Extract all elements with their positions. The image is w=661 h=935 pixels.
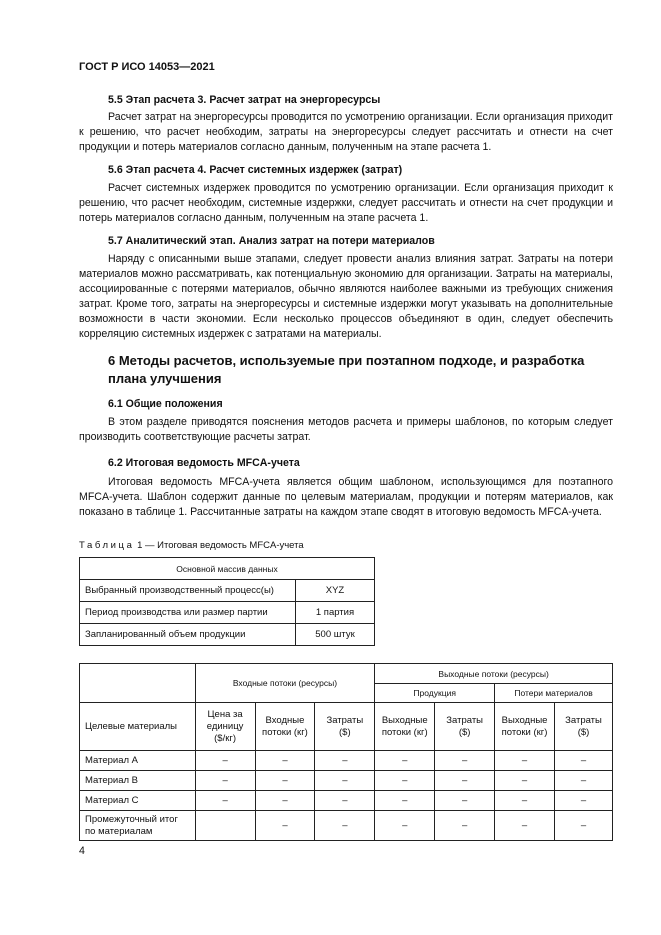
products-header: Продукция <box>375 684 495 703</box>
column-header: Выходные потоки (кг) <box>375 703 435 751</box>
row-value: XYZ <box>296 580 375 602</box>
inputs-group-header: Входные потоки (ресурсы) <box>195 664 375 703</box>
table-cell: – <box>255 791 315 811</box>
material-name: Материал C <box>80 791 196 811</box>
table-cell: – <box>495 771 555 791</box>
table-cell: – <box>255 751 315 771</box>
section-5-6-text: Расчет системных издержек проводится по усмотрению организации. Если организация приходит к решению, что расчет необходим, системные издержки, следует рассчитать и отнести на счет продукции и потерь материалов согласно данным, полученным на этапе расчета 1. <box>79 182 613 224</box>
column-header: Затраты ($) <box>555 703 613 751</box>
table-cell: – <box>435 751 495 771</box>
section-6-2-text: Итоговая ведомость MFCA-учета является общим шаблоном, использующимся для поэтапного MFCA-учета. Шаблон содержит данные по целевым материалам, продукции и потерям материалов, как показано в таблице 1. Рассчитанные затраты на каждом этапе сводят в итоговую ведомость MFCA-учета. <box>79 476 613 518</box>
table-cell: – <box>375 751 435 771</box>
table-cell: – <box>495 791 555 811</box>
column-header: Входные потоки (кг) <box>255 703 315 751</box>
column-header: Цена за единицу ($/кг) <box>195 703 255 751</box>
table-cell: – <box>495 811 555 841</box>
table-cell: – <box>195 771 255 791</box>
column-header: Затраты ($) <box>435 703 495 751</box>
row-label: Период производства или размер партии <box>80 602 296 624</box>
subtotal-label: Промежуточный итог по материалам <box>80 811 196 841</box>
row-label: Выбранный производственный процесс(ы) <box>80 580 296 602</box>
mfca-summary-table <box>79 663 613 841</box>
section-5-5-heading: 5.5 Этап расчета 3. Расчет затрат на энергоресурсы <box>108 94 381 106</box>
material-name: Материал B <box>80 771 196 791</box>
table-cell: – <box>435 791 495 811</box>
column-header: Затраты ($) <box>315 703 375 751</box>
document-header: ГОСТ Р ИСО 14053—2021 <box>79 61 215 73</box>
table-cell: – <box>555 791 613 811</box>
table-cell: – <box>315 811 375 841</box>
table-cell: – <box>375 771 435 791</box>
column-header: Целевые материалы <box>80 703 196 751</box>
row-label: Запланированный объем продукции <box>80 624 296 646</box>
table-cell: – <box>435 811 495 841</box>
table-row <box>80 811 613 841</box>
material-losses-header: Потери материалов <box>495 684 613 703</box>
table-row <box>80 624 375 646</box>
table-cell: – <box>255 771 315 791</box>
table-cell: – <box>255 811 315 841</box>
table-caption-word: Таблица <box>79 540 135 551</box>
table-row <box>80 703 613 751</box>
section-5-7-text: Наряду с описанными выше этапами, следует провести анализ влияния затрат. Затраты на потери материалов можно рассматривать, как потенциальную экономию для организации. Затраты на материалы, ассоциированные с потерями материалов, обычно являются наиболее важными из требующих снижения затрат. Кроме того, затраты на энергоресурсы и системные издержки могут указывать на дополнительные возможности в части экономии. Если несколько процессов объединяют в один, следует обеспечить корреляцию системных издержек с затратами на материалы. <box>79 253 613 340</box>
table-cell: – <box>315 751 375 771</box>
table-row <box>80 558 375 580</box>
section-5-5-text: Расчет затрат на энергоресурсы проводится по усмотрению организации. Если организация приходит к решению, что расчет необходим, затраты на энергоресурсы следует рассчитать и отнести на счет продукции и потерь материалов согласно данным, полученным на этапе расчета 1. <box>79 111 613 153</box>
table-cell: – <box>555 771 613 791</box>
table-cell: – <box>435 771 495 791</box>
table-cell <box>195 811 255 841</box>
row-value: 500 штук <box>296 624 375 646</box>
page-number: 4 <box>79 845 85 857</box>
table-cell: – <box>555 751 613 771</box>
section-6-1-heading: 6.1 Общие положения <box>108 398 223 410</box>
table-caption-title: 1 — Итоговая ведомость MFCA-учета <box>134 540 304 551</box>
section-5-6-heading: 5.6 Этап расчета 4. Расчет системных издержек (затрат) <box>108 164 403 176</box>
column-header: Выходные потоки (кг) <box>495 703 555 751</box>
basic-data-table <box>79 557 375 646</box>
section-6-heading: 6 Методы расчетов, используемые при поэтапном подходе, и разработка плана улучшения <box>108 353 585 386</box>
table-row <box>80 751 613 771</box>
table-cell: – <box>195 791 255 811</box>
table-cell: – <box>375 791 435 811</box>
table-cell: – <box>495 751 555 771</box>
table-caption <box>79 540 304 551</box>
table-cell: – <box>375 811 435 841</box>
table-row <box>80 664 613 684</box>
material-name: Материал A <box>80 751 196 771</box>
table-cell: – <box>315 771 375 791</box>
section-5-7-heading: 5.7 Аналитический этап. Анализ затрат на потери материалов <box>108 235 435 247</box>
table-row <box>80 771 613 791</box>
basic-data-header: Основной массив данных <box>80 558 375 580</box>
section-6-1-text: В этом разделе приводятся пояснения методов расчета и примеры шаблонов, по которым следует производить соответствующие расчеты затрат. <box>79 416 613 443</box>
outputs-group-header: Выходные потоки (ресурсы) <box>375 664 613 684</box>
table-row <box>80 791 613 811</box>
table-row <box>80 580 375 602</box>
table-cell: – <box>195 751 255 771</box>
section-6-2-heading: 6.2 Итоговая ведомость MFCA-учета <box>108 457 300 469</box>
empty-corner-cell <box>80 664 196 703</box>
table-cell: – <box>315 791 375 811</box>
table-cell: – <box>555 811 613 841</box>
row-value: 1 партия <box>296 602 375 624</box>
table-row <box>80 602 375 624</box>
